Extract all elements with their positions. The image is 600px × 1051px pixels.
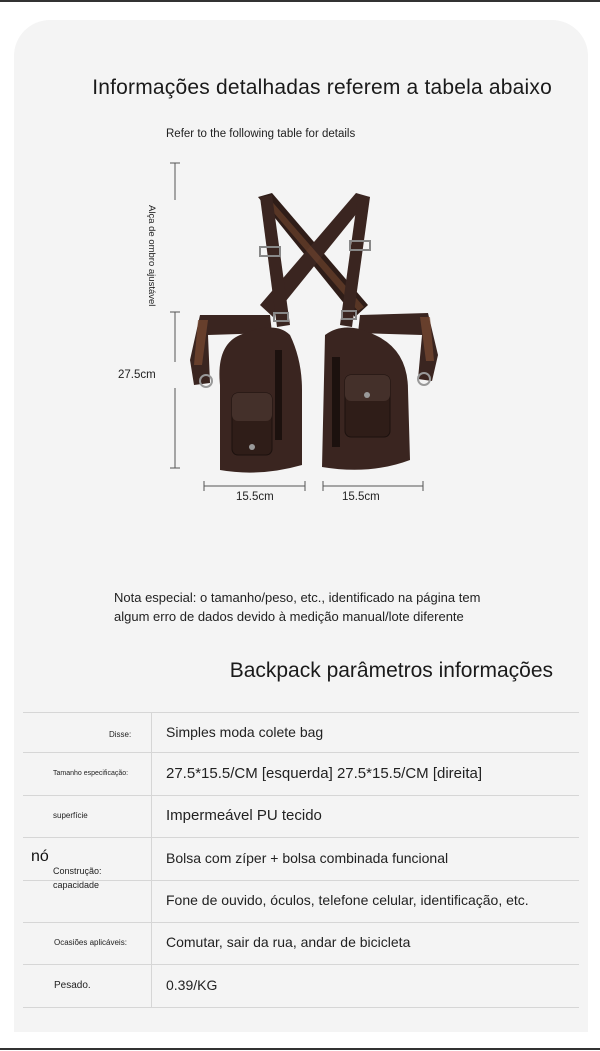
row-label: superfície (53, 811, 88, 820)
left-width-label: 15.5cm (236, 491, 274, 503)
params-title: Backpack parâmetros informações (229, 659, 553, 682)
row-value: Comutar, sair da rua, andar de bicicleta (166, 934, 411, 950)
row-value: 0.39/KG (166, 977, 218, 993)
table-row (23, 881, 579, 923)
row-label: Ocasiões aplicáveis: (54, 938, 127, 947)
special-note (114, 588, 514, 626)
row-label: Construção: (53, 866, 102, 876)
vest-bag-image (190, 193, 438, 473)
table-row (23, 923, 579, 965)
table-label-cell (23, 753, 152, 795)
stray-label: nó (31, 848, 49, 865)
page-subtitle: Refer to the following table for details (166, 128, 356, 140)
row-label: Tamanho especificação: (53, 770, 129, 777)
row-label: Disse: (109, 730, 132, 739)
row-label: capacidade (53, 880, 100, 890)
table-label-cell (23, 796, 152, 837)
table-label-cell (23, 965, 152, 1007)
params-table (23, 712, 579, 1008)
row-value: Impermeável PU tecido (166, 807, 322, 824)
table-row (23, 838, 579, 881)
table-row (23, 796, 579, 838)
table-row (23, 965, 579, 1008)
table-label-cell (23, 713, 152, 752)
height-label: 27.5cm (118, 369, 156, 381)
table-label-cell (23, 923, 152, 964)
product-illustration (180, 185, 450, 480)
table-row (23, 713, 579, 753)
special-note-line-2: algum erro de dados devido à medição manual/lote diferente (114, 609, 464, 624)
special-note-line-1: Nota especial: o tamanho/peso, etc., identificado na página tem (114, 590, 481, 605)
bottom-divider (0, 1048, 600, 1050)
table-row (23, 753, 579, 796)
row-value: Fone de ouvido, óculos, telefone celular, identificação, etc. (166, 892, 529, 908)
strap-label: Alça de ombro ajustável (146, 205, 157, 307)
row-value: 27.5*15.5/CM [esquerda] 27.5*15.5/CM [direita] (166, 765, 483, 782)
page-title: Informações detalhadas referem a tabela abaixo (92, 76, 552, 99)
row-value: Simples moda colete bag (166, 724, 324, 740)
row-value: Bolsa com zíper + bolsa combinada funcional (166, 850, 449, 866)
table-label-cell (23, 881, 152, 922)
right-width-label: 15.5cm (342, 491, 380, 503)
row-label: Pesado. (54, 980, 91, 991)
